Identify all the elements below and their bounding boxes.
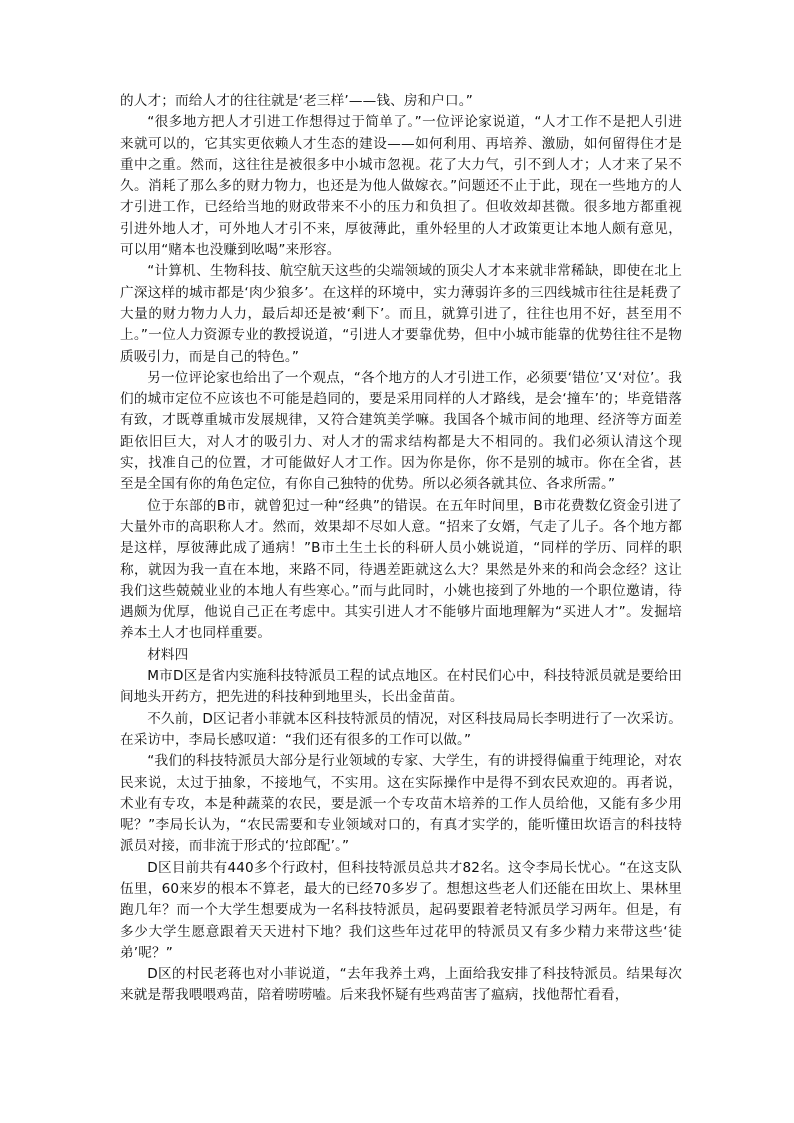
paragraph-10: D区的村民老蒋也对小菲说道，“去年我养土鸡，上面给我安排了科技特派员。结果每次来就是帮我喂喂鸡苗，陪着唠唠嗑。后来我怀疑有些鸡苗害了瘟病，找他帮忙看看， — [120, 966, 682, 1004]
paragraph-6: M市D区是省内实施科技特派员工程的试点地区。在村民们心中，科技特派员就是要给田间地头开药方，把先进的科技种到地里头，长出金苗苗。 — [120, 668, 682, 706]
document-page — [120, 91, 682, 1007]
paragraph-3: “计算机、生物科技、航空航天这些的尖端领域的顶尖人才本来就非常稀缺，即使在北上广深这样的城市都是‘肉少狼多’。在这样的环境中，实力薄弱许多的三四线城市往往是耗费了大量的财力物力人力，最后却还是被‘剩下’。而且，就算引进了，往往也用不好，甚至用不上。”一位人力资源专业的教授说道，“引进人才要靠优势，但中小城市能靠的优势往往不是物质吸引力，而是自己的特色。” — [120, 263, 682, 365]
section-heading: 材料四 — [147, 646, 189, 663]
paragraph-5: 位于东部的B市，就曾犯过一种“经典”的错误。在五年时间里，B市花费数亿资金引进了大量外市的高职称人才。然而，效果却不尽如人意。“招来了女婿，气走了儿子。各个地方都是这样，厚彼薄此成了通病！”B市土生土长的科研人员小姚说道，“同样的学历、同样的职称，就因为我一直在本地，来路不同，待遇差距就这么大？果然是外来的和尚会念经？这让我们这些兢兢业业的本地人有些寒心。”而与此同时，小姚也接到了外地的一个职位邀请，待遇颇为优厚，他说自己正在考虑中。其实引进人才不能够片面地理解为“买进人才”。发掘培养本土人才也同样重要。 — [120, 497, 682, 642]
paragraph-9: D区目前共有440多个行政村，但科技特派员总共才82名。这令李局长忧心。“在这支队伍里，60来岁的根本不算老，最大的已经70多岁了。想想这些老人们还能在田坎上、果林里跑几年？而一个大学生想要成为一名科技特派员，起码要跟着老特派员学习两年。但是，有多少大学生愿意跟着天天进村下地？我们这些年过花甲的特派员又有多少精力来带这些‘徒弟’呢？” — [120, 859, 682, 961]
paragraph-8: “我们的科技特派员大部分是行业领域的专家、大学生，有的讲授得偏重于纯理论，对农民来说，太过于抽象，不接地气，不实用。这在实际操作中是得不到农民欢迎的。再者说，术业有专攻，本是种蔬菜的农民，要是派一个专攻苗木培养的工作人员给他，又能有多少用呢？”李局长认为，“农民需要和专业领域对口的，有真才实学的，能听懂田坎语言的科技特派员对接，而非流于形式的‘拉郎配’。” — [120, 753, 682, 855]
paragraph-4: 另一位评论家也给出了一个观点，“各个地方的人才引进工作，必须要‘错位’又‘对位’。我们的城市定位不应该也不可能是趋同的，要是采用同样的人才路线，是会‘撞车’的；毕竟错落有致，才既尊重城市发展规律，又符合建筑美学嘛。我国各个城市间的地理、经济等方面差距依旧巨大，对人才的吸引力、对人才的需求结构都是大不相同的。我们必须认清这个现实，找准自己的位置，才可能做好人才工作。因为你是你，你不是别的城市。你在全省，甚至是全国有你的角色定位，有你自己独特的优势。所以必须各就其位、各求所需。” — [120, 369, 682, 493]
paragraph-2: “很多地方把人才引进工作想得过于简单了。”一位评论家说道，“人才工作不是把人引进来就可以的，它其实更依赖人才生态的建设——如何利用、再培养、激励，如何留得住才是重中之重。然而，这往往是被很多中小城市忽视。花了大力气，引不到人才；人才来了呆不久。消耗了那么多的财力物力，也还是为他人做嫁衣。”问题还不止于此，现在一些地方的人才引进工作，已经给当地的财政带来不小的压力和负担了。但收效却甚微。很多地方都重视引进外地人才，可外地人才引不来，厚彼薄此，重外轻里的人才政策更让本地人颇有意见，可以用“赌本也没赚到吆喝”来形容。 — [120, 114, 682, 259]
paragraph-7: 不久前，D区记者小菲就本区科技特派员的情况，对区科技局局长李明进行了一次采访。在采访中，李局长感叹道：“我们还有很多的工作可以做。” — [120, 710, 682, 748]
paragraph-1: 的人才；而给人才的往往就是‘老三样’——钱、房和户口。” — [120, 93, 473, 109]
